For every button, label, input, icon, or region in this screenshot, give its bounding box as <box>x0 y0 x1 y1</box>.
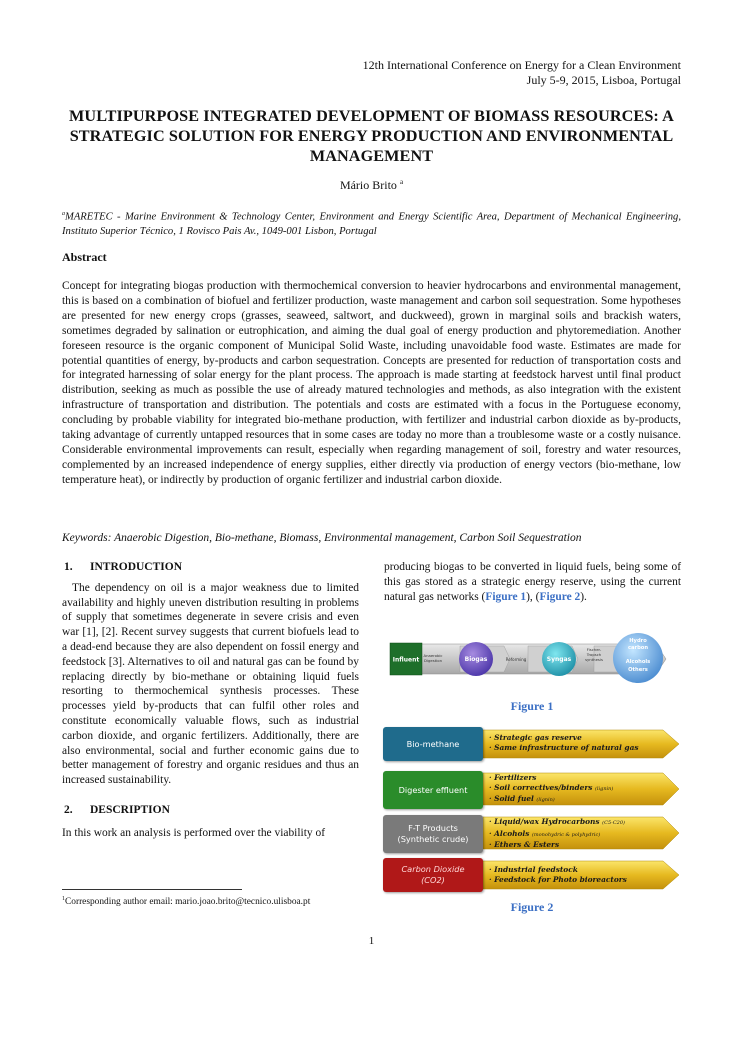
figure2-caption: Figure 2 <box>510 900 554 914</box>
footnote-mark: 1 <box>62 896 65 902</box>
page-number: 1 <box>368 935 375 947</box>
introduction-paragraph: The dependency on oil is a major weakness due to limited availability and highly uneven distribution resulting in problems of supply that sometimes degenerate in severe crisis and even war [1], [2]. Recent survey suggests that current biofuels lead to a dead-end because they are also dependent on fossil energy and feedstock [3]. Alternatives to oil and natural gas can be found by replacing directly by bio-methane or obtaining liquid fuels resorting to thermochemical synthesis processes. These processes yield by-products that can fulfil other roles and constitute economically valuable flows, such as industrial carbon dioxide, and organic fertilizers. Additionally, there are also environmental, social and further economic gains due to better management of forestry and organic residues and thus an increased sustainability. <box>62 581 359 787</box>
conference-header <box>363 58 681 88</box>
row-item: · Fertilizers <box>489 773 613 783</box>
row-item: · Soil correctives/binders (lignin) <box>489 783 613 795</box>
figure1-caption: Figure 1 <box>510 699 554 713</box>
row-item: · Same infrastructure of natural gas <box>489 743 639 753</box>
svg-text:Digestion: Digestion <box>424 658 442 663</box>
svg-text:Alcohols: Alcohols <box>625 659 651 665</box>
svg-text:Others: Others <box>628 667 648 673</box>
figure2-row-digester-effluent <box>383 768 683 810</box>
row-item: · Strategic gas reserve <box>489 733 639 743</box>
conference-date: July 5-9, 2015, Lisboa, Portugal <box>526 73 681 87</box>
affiliation-text: MARETEC - Marine Environment & Technology Center, Environment and Energy Scientific Area, Department of Mechanical Engineering, Instituto Superior Técnico, 1 Rovisco Pais Av., 1049-001 Lisbon, Portugal <box>62 211 681 237</box>
row-item: · Solid fuel (lignin) <box>489 794 613 806</box>
row-label: Carbon Dioxide <box>401 864 465 874</box>
affiliation-mark: a <box>62 211 65 217</box>
right-column-text: producing biogas to be converted in liquid fuels, being some of this gas stored as a strategic energy reserve, using the current natural gas networks (Figure 1), (Figure 2). <box>384 561 681 603</box>
left-column <box>62 560 359 841</box>
figure2-row-ft-products <box>383 813 683 855</box>
svg-text:Tropsch: Tropsch <box>586 652 602 657</box>
row-sublabel: (CO2) <box>421 875 445 885</box>
footnote-rule <box>62 889 242 890</box>
svg-text:Fischer-: Fischer- <box>586 647 602 652</box>
author-mark: a <box>399 178 404 186</box>
figure2-link[interactable]: Figure 2 <box>539 590 581 603</box>
footnote-text: Corresponding author email: mario.joao.brito@tecnico.ulisboa.pt <box>65 897 311 908</box>
row-item: · Feedstock for Photo bioreactors <box>489 875 627 885</box>
section-heading-introduction: 1. INTRODUCTION <box>64 561 183 573</box>
row-sublabel: (Synthetic crude) <box>397 834 469 844</box>
conference-name: 12th International Conference on Energy for a Clean Environment <box>362 58 681 72</box>
node-syngas: Syngas <box>546 656 572 663</box>
figure2-diagram <box>383 725 683 895</box>
keywords: Keywords: Anaerobic Digestion, Bio-methane, Biomass, Environmental management, Carbon Soil Sequestration <box>62 532 582 544</box>
affiliation <box>62 207 681 239</box>
abstract-heading: Abstract <box>62 250 107 264</box>
node-biogas: Biogas <box>464 656 488 663</box>
svg-text:Hydro: Hydro <box>629 638 647 644</box>
row-item: · Liquid/wax Hydrocarbons (C5-C20) <box>489 817 625 829</box>
row-label: F-T Products <box>408 823 458 833</box>
abstract-text: Concept for integrating biogas production with thermochemical conversion to heavier hydrocarbons and environmental management, this is based on a combination of biofuel and fertilizer production, waste management and carbon soil sequestration. Some hypotheses are presented for new energy crops (grasses, seaweed, saltwort, and duckweed), grown in marginal soils and brackish waters, sometimes degraded by salination or eutrophication, and aiming the dual goal of energy production and phytoremediation. Another foreseen resource is the organic component of Municipal Solid Waste, including unavoidable food waste. Estimates are made for potential quantities of energy, by-products and carbon sequestration. Concepts are presented for reduction of transportation costs and for integrated harnessing of solar energy for the plant process. The approach is made starting at feedstock harvest until final product distribution, seeking as much as possible the use of already matured technologies and methods, as also integration with the existent infrastructure of transportation and distribution. The potentials and costs are estimated with a focus in the Portuguese economy, concluding by probable viability for integrated bio-methane production, with fertilizer and industrial carbon dioxide as by-products, taking advantage of currently untapped resources that in some cases are today no more than a troublesome waste or a costly nuisance. Considerable environmental improvements can result, especially when regarding management of soil, forestry and water resources, complemented by an increased independence of energy supplies, either directly via production of energy vectors (bio-methane, low temperature heat), or indirectly by production of organic fertilizer and industrial carbon dioxide. <box>62 280 681 486</box>
footnote <box>62 896 310 907</box>
row-label: Digester effluent <box>398 784 468 795</box>
figure2-row-biomethane <box>383 725 683 767</box>
section-heading-description: 2. DESCRIPTION <box>64 803 170 816</box>
svg-text:synthesis: synthesis <box>585 657 603 662</box>
figure1-link[interactable]: Figure 1 <box>485 590 527 603</box>
author-name: Mário Brito <box>339 178 397 192</box>
svg-text:Anaerobic: Anaerobic <box>423 653 443 658</box>
figure1-diagram <box>388 628 680 690</box>
paper-title: MULTIPURPOSE INTEGRATED DEVELOPMENT OF BIOMASS RESOURCES: A STRATEGIC SOLUTION FOR ENERGY PRODUCTION AND ENVIRONMENTAL MANAGEMENT <box>69 107 674 165</box>
figure2-row-carbon-dioxide <box>383 857 683 893</box>
row-label: Bio-methane <box>406 738 460 749</box>
description-paragraph: In this work an analysis is performed over the viability of <box>62 826 326 839</box>
node-reforming: Reforming <box>505 657 527 662</box>
svg-text:carbon: carbon <box>627 645 649 651</box>
node-influent: Influent <box>392 656 420 664</box>
author-line <box>0 178 743 193</box>
row-item: · Industrial feedstock <box>489 865 627 875</box>
row-item: · Ethers & Esters <box>489 840 625 850</box>
row-item: · Alcohols (monohydric & polyhydric) <box>489 829 625 841</box>
